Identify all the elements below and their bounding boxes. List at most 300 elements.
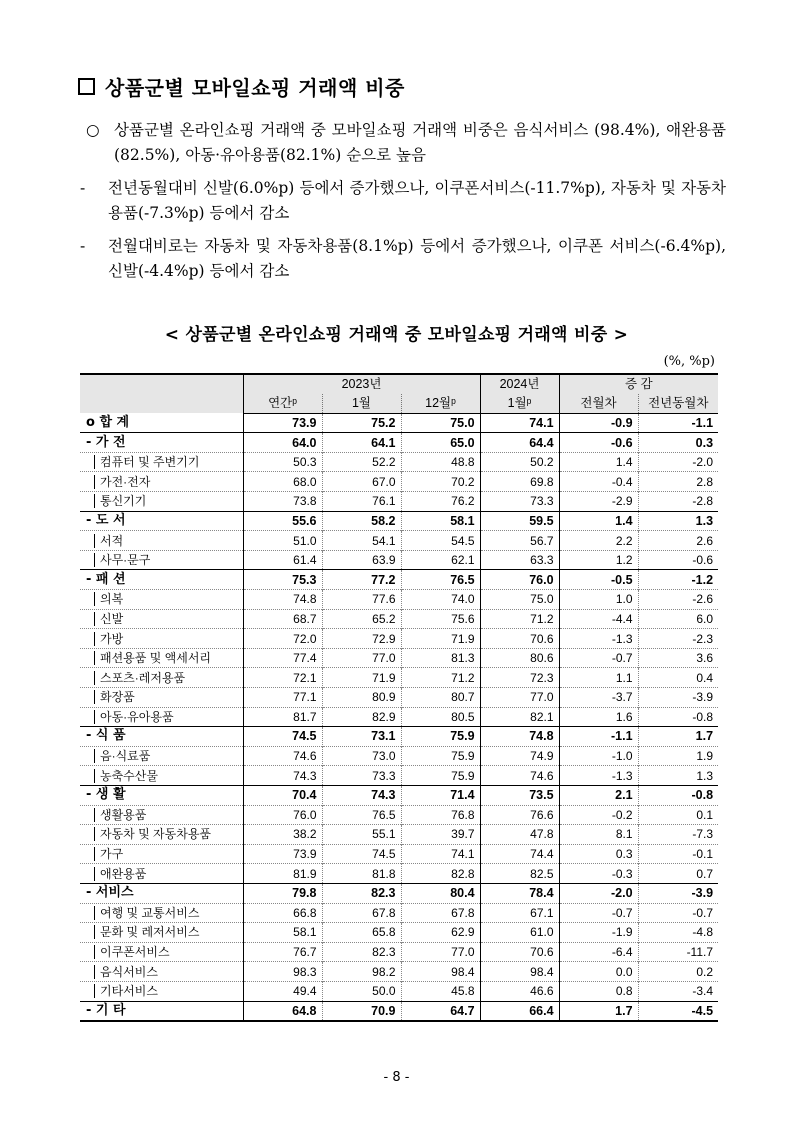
bullet-item xyxy=(86,118,726,168)
cell-value: -0.7 xyxy=(559,903,638,923)
row-label: o 합 계 xyxy=(86,414,130,430)
cell-value: -0.4 xyxy=(559,472,638,492)
header-group-change: 증 감 xyxy=(559,374,718,394)
cell-value: 70.2 xyxy=(401,472,480,492)
cell-value: 75.6 xyxy=(401,609,480,629)
cell-value: -0.1 xyxy=(638,844,718,864)
cell-value: 70.6 xyxy=(480,942,559,962)
subcategory-row xyxy=(80,472,718,492)
cell-value: 50.2 xyxy=(480,452,559,472)
cell-value: 63.3 xyxy=(480,550,559,570)
row-label-text: 의복 xyxy=(94,592,123,606)
cell-value: 1.6 xyxy=(559,707,638,727)
cell-value: -0.7 xyxy=(559,648,638,668)
cell-value: 51.0 xyxy=(243,531,322,551)
row-label-text: 기타서비스 xyxy=(94,984,158,998)
cell-value: 75.9 xyxy=(401,727,480,747)
cell-value: 73.1 xyxy=(322,727,401,747)
cell-value: 74.5 xyxy=(322,844,401,864)
subcategory-row xyxy=(80,590,718,610)
cell-value: 76.0 xyxy=(480,570,559,590)
row-label: - 서비스 xyxy=(80,883,243,903)
cell-value: 67.1 xyxy=(480,903,559,923)
cell-value: 1.9 xyxy=(638,746,718,766)
cell-value: 1.3 xyxy=(638,766,718,786)
cell-value: 77.0 xyxy=(480,688,559,708)
cell-value: 1.0 xyxy=(559,590,638,610)
subcategory-row xyxy=(80,668,718,688)
bullet-item xyxy=(80,176,726,226)
cell-value: 74.8 xyxy=(480,727,559,747)
cell-value: 81.7 xyxy=(243,707,322,727)
cell-value: 82.8 xyxy=(401,864,480,884)
cell-value: 0.1 xyxy=(638,805,718,825)
cell-value: -3.9 xyxy=(638,688,718,708)
checkbox-icon xyxy=(78,78,95,95)
bullet-item xyxy=(80,234,726,284)
cell-value: 71.9 xyxy=(322,668,401,688)
cell-value: -2.6 xyxy=(638,590,718,610)
cell-value: 1.4 xyxy=(559,452,638,472)
row-label-text: 화장품 xyxy=(94,690,135,704)
table-title: < 상품군별 온라인쇼핑 거래액 중 모바일쇼핑 거래액 비중 > xyxy=(164,325,629,345)
row-label-text: 음식서비스 xyxy=(94,965,158,979)
row-label: - 기 타 xyxy=(80,1001,243,1021)
table-body xyxy=(80,413,718,1020)
cell-value: 2.8 xyxy=(638,472,718,492)
category-row xyxy=(80,727,718,747)
cell-value: 63.9 xyxy=(322,550,401,570)
bullet-text: 상품군별 온라인쇼핑 거래액 중 모바일쇼핑 거래액 비중은 음식서비스 (98.4%), 애완용품(82.5%), 아동·유아용품(82.1%) 순으로 높음 xyxy=(114,121,726,164)
bullet-list xyxy=(80,118,726,292)
subcategory-row xyxy=(80,923,718,943)
cell-value: 6.0 xyxy=(638,609,718,629)
category-row xyxy=(80,511,718,531)
row-label xyxy=(80,825,243,845)
cell-value: 52.2 xyxy=(322,452,401,472)
row-label-text: 자동차 및 자동차용품 xyxy=(94,827,211,841)
cell-value: -1.0 xyxy=(559,746,638,766)
subcategory-row xyxy=(80,707,718,727)
row-label: - 도 서 xyxy=(80,511,243,531)
cell-value: 0.7 xyxy=(638,864,718,884)
cell-value: 81.3 xyxy=(401,648,480,668)
cell-value: 68.0 xyxy=(243,472,322,492)
cell-value: -0.8 xyxy=(638,785,718,805)
cell-value: 75.9 xyxy=(401,766,480,786)
bullet-text: 전월대비로는 자동차 및 자동차용품(8.1%p) 등에서 증가했으나, 이쿠폰 서비스(-6.4%p), 신발(-4.4%p) 등에서 감소 xyxy=(108,237,726,280)
cell-value: 49.4 xyxy=(243,981,322,1001)
cell-value: 69.8 xyxy=(480,472,559,492)
bullet-mark: ○ xyxy=(86,121,100,139)
cell-value: 74.6 xyxy=(480,766,559,786)
cell-value: 75.3 xyxy=(243,570,322,590)
cell-value: 71.2 xyxy=(401,668,480,688)
cell-value: 48.8 xyxy=(401,452,480,472)
cell-value: 64.7 xyxy=(401,1001,480,1021)
row-label xyxy=(80,864,243,884)
cell-value: -1.3 xyxy=(559,629,638,649)
row-label-text: 사무·문구 xyxy=(94,553,150,567)
cell-value: 0.4 xyxy=(638,668,718,688)
row-label xyxy=(80,923,243,943)
cell-value: 50.3 xyxy=(243,452,322,472)
cell-value: 98.3 xyxy=(243,962,322,982)
cell-value: 65.2 xyxy=(322,609,401,629)
subcategory-row xyxy=(80,648,718,668)
cell-value: 56.7 xyxy=(480,531,559,551)
row-label xyxy=(80,648,243,668)
cell-value: 80.4 xyxy=(401,883,480,903)
cell-value: 58.2 xyxy=(322,511,401,531)
cell-value: 61.4 xyxy=(243,550,322,570)
row-label-text: 서적 xyxy=(94,534,123,548)
cell-value: 3.6 xyxy=(638,648,718,668)
cell-value: 65.8 xyxy=(322,923,401,943)
cell-value: -11.7 xyxy=(638,942,718,962)
cell-value: -0.7 xyxy=(638,903,718,923)
cell-value: 0.8 xyxy=(559,981,638,1001)
section-title xyxy=(78,72,405,101)
cell-value: -3.7 xyxy=(559,688,638,708)
bullet-mark: - xyxy=(80,237,86,255)
header-group-2024: 2024년 xyxy=(480,374,559,394)
cell-value: -0.8 xyxy=(638,707,718,727)
subcategory-row xyxy=(80,903,718,923)
cell-value: -3.4 xyxy=(638,981,718,1001)
cell-value: 76.7 xyxy=(243,942,322,962)
row-label-text: 문화 및 레저서비스 xyxy=(94,925,199,939)
cell-value: 47.8 xyxy=(480,825,559,845)
cell-value: 74.3 xyxy=(243,766,322,786)
cell-value: -6.4 xyxy=(559,942,638,962)
row-label-text: 스포츠·레저용품 xyxy=(94,671,185,685)
cell-value: -2.8 xyxy=(638,492,718,512)
cell-value: -2.9 xyxy=(559,492,638,512)
cell-value: 82.1 xyxy=(480,707,559,727)
row-label-text: 생활용품 xyxy=(94,808,146,822)
cell-value: 0.0 xyxy=(559,962,638,982)
row-label xyxy=(80,844,243,864)
row-label: - 생 활 xyxy=(80,785,243,805)
subcategory-row xyxy=(80,864,718,884)
cell-value: 58.1 xyxy=(243,923,322,943)
row-label xyxy=(80,746,243,766)
cell-value: 50.0 xyxy=(322,981,401,1001)
cell-value: 74.5 xyxy=(243,727,322,747)
row-label-text: 농축수산물 xyxy=(94,769,158,783)
cell-value: 76.2 xyxy=(401,492,480,512)
cell-value: 73.3 xyxy=(322,766,401,786)
header-row-groups xyxy=(80,374,718,394)
header-col: 12월ᵖ xyxy=(401,394,480,414)
cell-value: 78.4 xyxy=(480,883,559,903)
cell-value: 82.9 xyxy=(322,707,401,727)
row-label-text: 가방 xyxy=(94,632,123,646)
cell-value: 79.8 xyxy=(243,883,322,903)
cell-value: 1.2 xyxy=(559,550,638,570)
cell-value: 73.9 xyxy=(243,413,322,433)
cell-value: -2.0 xyxy=(559,883,638,903)
row-label xyxy=(80,452,243,472)
cell-value: 76.5 xyxy=(401,570,480,590)
cell-value: -3.9 xyxy=(638,883,718,903)
subcategory-row xyxy=(80,766,718,786)
cell-value: 98.2 xyxy=(322,962,401,982)
cell-value: 76.0 xyxy=(243,805,322,825)
header-blank xyxy=(80,374,243,413)
row-label-text: 가전·전자 xyxy=(94,475,150,489)
subcategory-row xyxy=(80,688,718,708)
unit-label: (%, %p) xyxy=(663,354,715,369)
cell-value: 55.6 xyxy=(243,511,322,531)
cell-value: 1.1 xyxy=(559,668,638,688)
cell-value: 73.0 xyxy=(322,746,401,766)
cell-value: 72.1 xyxy=(243,668,322,688)
cell-value: 72.9 xyxy=(322,629,401,649)
row-label xyxy=(80,629,243,649)
cell-value: 74.1 xyxy=(480,413,559,433)
subcategory-row xyxy=(80,550,718,570)
category-row xyxy=(80,570,718,590)
subcategory-row xyxy=(80,629,718,649)
cell-value: 45.8 xyxy=(401,981,480,1001)
row-label xyxy=(80,492,243,512)
cell-value: 82.3 xyxy=(322,883,401,903)
cell-value: 74.8 xyxy=(243,590,322,610)
cell-value: -1.1 xyxy=(559,727,638,747)
cell-value: 61.0 xyxy=(480,923,559,943)
row-label-text: 패션용품 및 액세서리 xyxy=(94,651,211,665)
cell-value: 74.1 xyxy=(401,844,480,864)
cell-value: 64.1 xyxy=(322,433,401,453)
row-label xyxy=(80,609,243,629)
cell-value: 66.4 xyxy=(480,1001,559,1021)
cell-value: -1.9 xyxy=(559,923,638,943)
subcategory-row xyxy=(80,942,718,962)
data-table xyxy=(80,373,718,1022)
subcategory-row xyxy=(80,962,718,982)
cell-value: 76.6 xyxy=(480,805,559,825)
cell-value: -1.3 xyxy=(559,766,638,786)
cell-value: 0.3 xyxy=(559,844,638,864)
cell-value: 82.5 xyxy=(480,864,559,884)
cell-value: 80.6 xyxy=(480,648,559,668)
row-label xyxy=(80,688,243,708)
cell-value: 38.2 xyxy=(243,825,322,845)
cell-value: 77.1 xyxy=(243,688,322,708)
cell-value: 75.0 xyxy=(480,590,559,610)
row-label xyxy=(80,531,243,551)
subcategory-row xyxy=(80,746,718,766)
cell-value: 39.7 xyxy=(401,825,480,845)
row-label-text: 음·식료품 xyxy=(94,749,150,763)
cell-value: 74.4 xyxy=(480,844,559,864)
cell-value: 62.9 xyxy=(401,923,480,943)
cell-value: 74.9 xyxy=(480,746,559,766)
cell-value: 77.6 xyxy=(322,590,401,610)
row-label xyxy=(80,707,243,727)
row-label xyxy=(80,766,243,786)
cell-value: 68.7 xyxy=(243,609,322,629)
row-label-text: 아동·유아용품 xyxy=(94,710,174,724)
row-label xyxy=(80,668,243,688)
cell-value: 73.3 xyxy=(480,492,559,512)
cell-value: -4.4 xyxy=(559,609,638,629)
cell-value: 2.2 xyxy=(559,531,638,551)
cell-value: 55.1 xyxy=(322,825,401,845)
header-group-2023: 2023년 xyxy=(243,374,480,394)
cell-value: -0.2 xyxy=(559,805,638,825)
header-col: 1월ᵖ xyxy=(480,394,559,414)
cell-value: -1.2 xyxy=(638,570,718,590)
cell-value: 1.3 xyxy=(638,511,718,531)
header-col: 연간ᵖ xyxy=(243,394,322,414)
cell-value: 54.5 xyxy=(401,531,480,551)
cell-value: 62.1 xyxy=(401,550,480,570)
cell-value: 66.8 xyxy=(243,903,322,923)
cell-value: 54.1 xyxy=(322,531,401,551)
category-row xyxy=(80,785,718,805)
cell-value: -2.0 xyxy=(638,452,718,472)
row-label xyxy=(80,981,243,1001)
cell-value: 72.0 xyxy=(243,629,322,649)
cell-value: 67.8 xyxy=(322,903,401,923)
section-title-text: 상품군별 모바일쇼핑 거래액 비중 xyxy=(105,76,405,100)
cell-value: -7.3 xyxy=(638,825,718,845)
subcategory-row xyxy=(80,531,718,551)
subcategory-row xyxy=(80,844,718,864)
cell-value: 76.8 xyxy=(401,805,480,825)
cell-value: 64.0 xyxy=(243,433,322,453)
cell-value: 77.4 xyxy=(243,648,322,668)
cell-value: 70.6 xyxy=(480,629,559,649)
cell-value: -0.6 xyxy=(638,550,718,570)
cell-value: 73.8 xyxy=(243,492,322,512)
row-label xyxy=(80,805,243,825)
cell-value: 2.6 xyxy=(638,531,718,551)
row-label xyxy=(80,962,243,982)
row-label: - 가 전 xyxy=(80,433,243,453)
header-col: 전월차 xyxy=(559,394,638,414)
category-row xyxy=(80,883,718,903)
row-label xyxy=(80,903,243,923)
cell-value: 77.2 xyxy=(322,570,401,590)
cell-value: -0.9 xyxy=(559,413,638,433)
cell-value: 75.9 xyxy=(401,746,480,766)
cell-value: -0.3 xyxy=(559,864,638,884)
cell-value: 74.3 xyxy=(322,785,401,805)
category-row xyxy=(80,1001,718,1021)
row-label-text: 이쿠폰서비스 xyxy=(94,945,170,959)
cell-value: 59.5 xyxy=(480,511,559,531)
cell-value: 81.8 xyxy=(322,864,401,884)
cell-value: 72.3 xyxy=(480,668,559,688)
cell-value: 71.2 xyxy=(480,609,559,629)
subcategory-row xyxy=(80,492,718,512)
cell-value: 67.0 xyxy=(322,472,401,492)
cell-value: 64.8 xyxy=(243,1001,322,1021)
cell-value: 81.9 xyxy=(243,864,322,884)
cell-value: 1.4 xyxy=(559,511,638,531)
cell-value: 75.2 xyxy=(322,413,401,433)
row-label xyxy=(80,550,243,570)
row-label-text: 컴퓨터 및 주변기기 xyxy=(94,455,199,469)
cell-value: 80.7 xyxy=(401,688,480,708)
row-label-text: 통신기기 xyxy=(94,494,146,508)
row-label xyxy=(80,472,243,492)
header-col: 1월 xyxy=(322,394,401,414)
cell-value: -4.8 xyxy=(638,923,718,943)
cell-value: 77.0 xyxy=(322,648,401,668)
row-label-text: 가구 xyxy=(94,847,123,861)
cell-value: -0.6 xyxy=(559,433,638,453)
row-label: - 식 품 xyxy=(80,727,243,747)
subcategory-row xyxy=(80,805,718,825)
bullet-text: 전년동월대비 신발(6.0%p) 등에서 증가했으나, 이쿠폰서비스(-11.7%p), 자동차 및 자동차용품(-7.3%p) 등에서 감소 xyxy=(108,179,726,222)
cell-value: 2.1 xyxy=(559,785,638,805)
cell-value: 75.0 xyxy=(401,413,480,433)
row-label: - 패 션 xyxy=(80,570,243,590)
cell-value: 0.3 xyxy=(638,433,718,453)
cell-value: 82.3 xyxy=(322,942,401,962)
cell-value: 77.0 xyxy=(401,942,480,962)
cell-value: 98.4 xyxy=(480,962,559,982)
row-label-text: 여행 및 교통서비스 xyxy=(94,906,199,920)
cell-value: 0.2 xyxy=(638,962,718,982)
category-row xyxy=(80,433,718,453)
page-number: - 8 - xyxy=(383,1070,410,1085)
cell-value: -4.5 xyxy=(638,1001,718,1021)
cell-value: 74.0 xyxy=(401,590,480,610)
row-label xyxy=(80,590,243,610)
cell-value: 70.9 xyxy=(322,1001,401,1021)
cell-value: 58.1 xyxy=(401,511,480,531)
cell-value: -0.5 xyxy=(559,570,638,590)
subcategory-row xyxy=(80,452,718,472)
cell-value: 67.8 xyxy=(401,903,480,923)
header-col: 전년동월차 xyxy=(638,394,718,414)
cell-value: 76.5 xyxy=(322,805,401,825)
cell-value: 70.4 xyxy=(243,785,322,805)
cell-value: -2.3 xyxy=(638,629,718,649)
cell-value: 80.5 xyxy=(401,707,480,727)
cell-value: 1.7 xyxy=(559,1001,638,1021)
cell-value: 1.7 xyxy=(638,727,718,747)
cell-value: 71.4 xyxy=(401,785,480,805)
row-label-text: 애완용품 xyxy=(94,867,146,881)
row-label xyxy=(80,942,243,962)
subcategory-row xyxy=(80,981,718,1001)
cell-value: 73.5 xyxy=(480,785,559,805)
cell-value: 76.1 xyxy=(322,492,401,512)
category-row xyxy=(80,413,718,433)
cell-value: 74.6 xyxy=(243,746,322,766)
bullet-mark: - xyxy=(80,179,86,197)
cell-value: -1.1 xyxy=(638,413,718,433)
cell-value: 98.4 xyxy=(401,962,480,982)
cell-value: 65.0 xyxy=(401,433,480,453)
cell-value: 64.4 xyxy=(480,433,559,453)
cell-value: 71.9 xyxy=(401,629,480,649)
cell-value: 46.6 xyxy=(480,981,559,1001)
cell-value: 80.9 xyxy=(322,688,401,708)
subcategory-row xyxy=(80,609,718,629)
cell-value: 73.9 xyxy=(243,844,322,864)
cell-value: 8.1 xyxy=(559,825,638,845)
row-label-text: 신발 xyxy=(94,612,123,626)
subcategory-row xyxy=(80,825,718,845)
